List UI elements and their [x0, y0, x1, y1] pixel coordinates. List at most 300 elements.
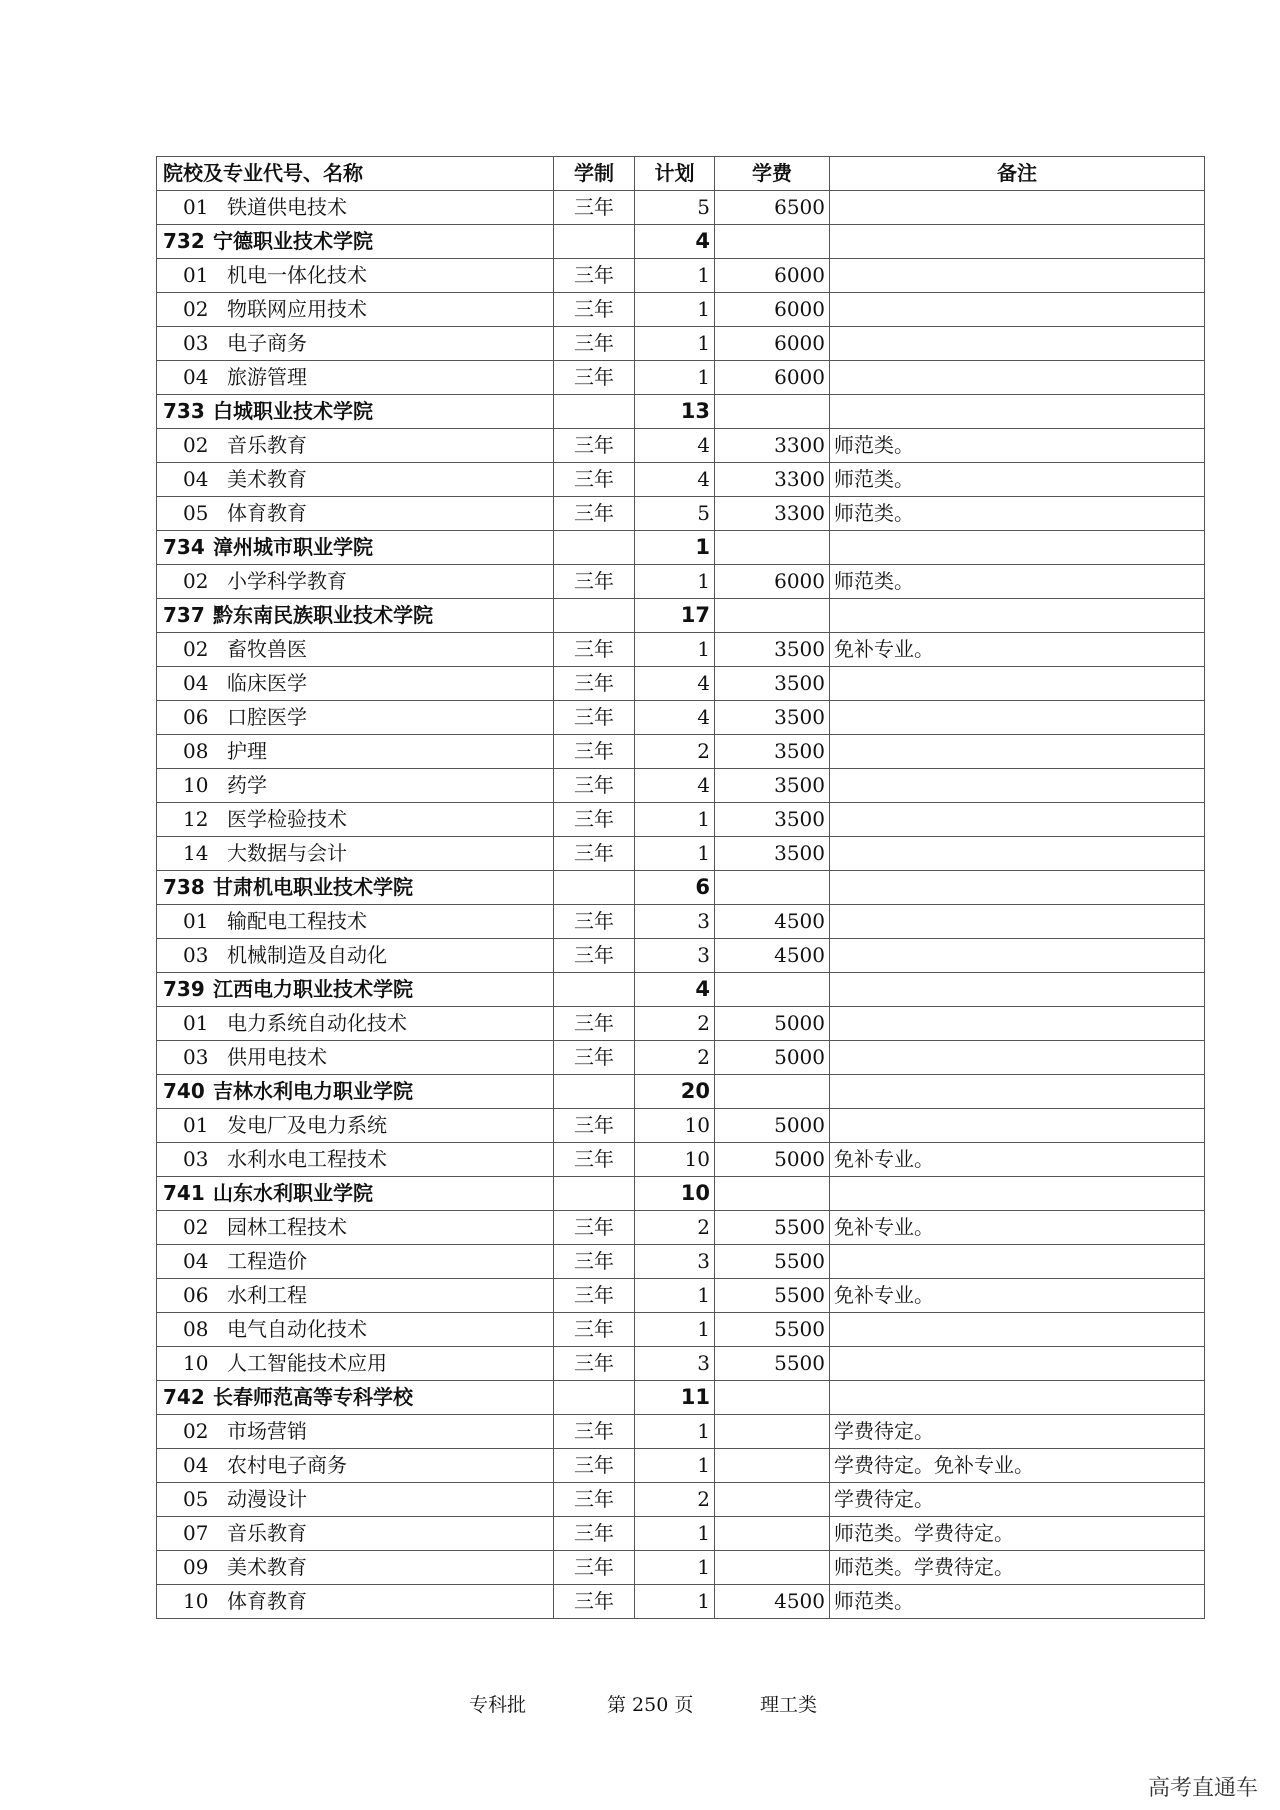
major-row: [157, 1245, 1205, 1279]
major-row: [157, 429, 1205, 463]
plan-cell: 1: [635, 1313, 715, 1347]
major-code: 04: [183, 1453, 209, 1477]
note-cell: 师范类。: [830, 463, 1205, 497]
school-code: 734: [163, 535, 205, 559]
duration-cell: 三年: [554, 1007, 635, 1041]
major-cell: [157, 293, 554, 327]
note-cell: 师范类。学费待定。: [830, 1551, 1205, 1585]
duration-cell: [554, 1381, 635, 1415]
major-row: [157, 1041, 1205, 1075]
plan-cell: 4: [635, 429, 715, 463]
table-body: [157, 191, 1205, 1619]
plan-cell: 4: [635, 701, 715, 735]
school-row: [157, 1075, 1205, 1109]
fee-cell: [715, 1517, 830, 1551]
plan-cell: 10: [635, 1109, 715, 1143]
school-name: 江西电力职业技术学院: [213, 977, 413, 1001]
major-row: [157, 837, 1205, 871]
major-cell: [157, 701, 554, 735]
plan-cell: 1: [635, 837, 715, 871]
major-name: 动漫设计: [227, 1487, 307, 1511]
school-name: 长春师范高等专科学校: [213, 1385, 413, 1409]
school-cell: [157, 871, 554, 905]
school-cell: [157, 973, 554, 1007]
duration-cell: 三年: [554, 905, 635, 939]
major-row: [157, 259, 1205, 293]
note-cell: [830, 293, 1205, 327]
major-row: [157, 701, 1205, 735]
fee-cell: 3500: [715, 837, 830, 871]
major-name: 美术教育: [227, 467, 307, 491]
major-code: 01: [183, 1011, 209, 1035]
major-cell: [157, 1585, 554, 1619]
duration-cell: 三年: [554, 1517, 635, 1551]
major-name: 市场营销: [227, 1419, 307, 1443]
school-plan-total: 1: [635, 531, 715, 565]
school-code: 738: [163, 875, 205, 899]
school-plan-total: 20: [635, 1075, 715, 1109]
major-cell: [157, 1109, 554, 1143]
duration-cell: 三年: [554, 1279, 635, 1313]
fee-cell: [715, 871, 830, 905]
major-name: 畜牧兽医: [227, 637, 307, 661]
major-cell: [157, 735, 554, 769]
major-row: [157, 1551, 1205, 1585]
major-cell: [157, 803, 554, 837]
school-code: 732: [163, 229, 205, 253]
major-row: [157, 735, 1205, 769]
major-row: [157, 633, 1205, 667]
major-row: [157, 667, 1205, 701]
plan-cell: 3: [635, 1347, 715, 1381]
major-name: 临床医学: [227, 671, 307, 695]
school-row: [157, 973, 1205, 1007]
major-row: [157, 565, 1205, 599]
duration-cell: 三年: [554, 327, 635, 361]
plan-cell: 1: [635, 633, 715, 667]
school-code: 739: [163, 977, 205, 1001]
major-code: 07: [183, 1521, 209, 1545]
note-cell: [830, 939, 1205, 973]
major-name: 供用电技术: [227, 1045, 327, 1069]
major-code: 04: [183, 671, 209, 695]
note-cell: [830, 837, 1205, 871]
note-cell: [830, 667, 1205, 701]
fee-cell: 4500: [715, 905, 830, 939]
note-cell: 学费待定。: [830, 1483, 1205, 1517]
major-code: 01: [183, 263, 209, 287]
major-cell: [157, 361, 554, 395]
major-name: 铁道供电技术: [227, 195, 347, 219]
school-row: [157, 531, 1205, 565]
fee-cell: 3500: [715, 633, 830, 667]
major-cell: [157, 259, 554, 293]
note-cell: [830, 1075, 1205, 1109]
major-row: [157, 769, 1205, 803]
major-cell: [157, 1347, 554, 1381]
fee-cell: 3300: [715, 463, 830, 497]
plan-cell: 4: [635, 769, 715, 803]
school-row: [157, 1381, 1205, 1415]
plan-cell: 2: [635, 1211, 715, 1245]
major-code: 14: [183, 841, 209, 865]
fee-cell: [715, 531, 830, 565]
school-code: 741: [163, 1181, 205, 1205]
major-code: 10: [183, 773, 209, 797]
duration-cell: 三年: [554, 463, 635, 497]
note-cell: 师范类。: [830, 565, 1205, 599]
major-code: 06: [183, 705, 209, 729]
school-code: 742: [163, 1385, 205, 1409]
duration-cell: 三年: [554, 565, 635, 599]
major-code: 03: [183, 1045, 209, 1069]
plan-cell: 4: [635, 667, 715, 701]
duration-cell: 三年: [554, 1313, 635, 1347]
fee-cell: 4500: [715, 1585, 830, 1619]
duration-cell: 三年: [554, 429, 635, 463]
major-cell: [157, 1245, 554, 1279]
note-cell: [830, 1347, 1205, 1381]
duration-cell: [554, 871, 635, 905]
school-cell: [157, 1075, 554, 1109]
duration-cell: [554, 531, 635, 565]
major-cell: [157, 1449, 554, 1483]
major-cell: [157, 1279, 554, 1313]
duration-cell: [554, 599, 635, 633]
major-name: 电子商务: [227, 331, 307, 355]
watermark: 高考直通车: [1147, 1776, 1258, 1801]
major-row: [157, 1313, 1205, 1347]
note-cell: [830, 871, 1205, 905]
duration-cell: 三年: [554, 837, 635, 871]
plan-cell: 4: [635, 463, 715, 497]
school-name: 宁德职业技术学院: [213, 229, 373, 253]
major-name: 护理: [227, 739, 267, 763]
plan-cell: 3: [635, 905, 715, 939]
school-name: 吉林水利电力职业学院: [213, 1079, 413, 1103]
plan-cell: 1: [635, 361, 715, 395]
major-name: 口腔医学: [227, 705, 307, 729]
major-name: 水利水电工程技术: [227, 1147, 387, 1171]
plan-cell: 1: [635, 1449, 715, 1483]
major-name: 大数据与会计: [227, 841, 347, 865]
major-name: 机械制造及自动化: [227, 943, 387, 967]
fee-cell: 5000: [715, 1041, 830, 1075]
plan-cell: 1: [635, 293, 715, 327]
duration-cell: 三年: [554, 633, 635, 667]
major-row: [157, 939, 1205, 973]
major-code: 03: [183, 331, 209, 355]
school-row: [157, 871, 1205, 905]
fee-cell: [715, 1415, 830, 1449]
major-name: 农村电子商务: [227, 1453, 347, 1477]
major-code: 03: [183, 1147, 209, 1171]
major-name: 机电一体化技术: [227, 263, 367, 287]
duration-cell: 三年: [554, 667, 635, 701]
major-code: 02: [183, 637, 209, 661]
major-code: 09: [183, 1555, 209, 1579]
major-code: 02: [183, 297, 209, 321]
school-plan-total: 6: [635, 871, 715, 905]
note-cell: 学费待定。免补专业。: [830, 1449, 1205, 1483]
note-cell: [830, 225, 1205, 259]
fee-cell: 3300: [715, 497, 830, 531]
duration-cell: 三年: [554, 1585, 635, 1619]
school-code: 733: [163, 399, 205, 423]
duration-cell: 三年: [554, 1143, 635, 1177]
major-cell: [157, 939, 554, 973]
duration-cell: 三年: [554, 191, 635, 225]
note-cell: [830, 1313, 1205, 1347]
major-code: 02: [183, 1419, 209, 1443]
school-plan-total: 4: [635, 225, 715, 259]
note-cell: [830, 259, 1205, 293]
school-row: [157, 1177, 1205, 1211]
fee-cell: [715, 395, 830, 429]
header-plan: 计划: [635, 157, 715, 191]
header-note: 备注: [830, 157, 1205, 191]
duration-cell: [554, 395, 635, 429]
duration-cell: 三年: [554, 735, 635, 769]
plan-cell: 2: [635, 735, 715, 769]
plan-cell: 2: [635, 1007, 715, 1041]
major-code: 02: [183, 569, 209, 593]
major-cell: [157, 1143, 554, 1177]
fee-cell: [715, 225, 830, 259]
plan-cell: 10: [635, 1143, 715, 1177]
major-row: [157, 293, 1205, 327]
school-row: [157, 599, 1205, 633]
major-row: [157, 905, 1205, 939]
major-cell: [157, 905, 554, 939]
school-cell: [157, 225, 554, 259]
note-cell: [830, 531, 1205, 565]
note-cell: [830, 973, 1205, 1007]
major-code: 06: [183, 1283, 209, 1307]
note-cell: [830, 1381, 1205, 1415]
duration-cell: 三年: [554, 259, 635, 293]
note-cell: [830, 905, 1205, 939]
major-row: [157, 361, 1205, 395]
fee-cell: 3500: [715, 735, 830, 769]
major-code: 01: [183, 195, 209, 219]
page-footer: [0, 1690, 1280, 1720]
major-row: [157, 1449, 1205, 1483]
school-row: [157, 395, 1205, 429]
plan-cell: 2: [635, 1041, 715, 1075]
fee-cell: 3500: [715, 701, 830, 735]
school-plan-total: 4: [635, 973, 715, 1007]
school-plan-total: 13: [635, 395, 715, 429]
major-name: 电力系统自动化技术: [227, 1011, 407, 1035]
major-code: 12: [183, 807, 209, 831]
fee-cell: 3500: [715, 803, 830, 837]
major-cell: [157, 1483, 554, 1517]
major-name: 工程造价: [227, 1249, 307, 1273]
note-cell: [830, 599, 1205, 633]
school-plan-total: 11: [635, 1381, 715, 1415]
major-cell: [157, 1041, 554, 1075]
major-row: [157, 1585, 1205, 1619]
major-code: 01: [183, 909, 209, 933]
major-name: 药学: [227, 773, 267, 797]
plan-cell: 5: [635, 191, 715, 225]
major-cell: [157, 429, 554, 463]
duration-cell: 三年: [554, 1347, 635, 1381]
school-name: 黔东南民族职业技术学院: [213, 603, 433, 627]
fee-cell: [715, 1449, 830, 1483]
fee-cell: 6000: [715, 259, 830, 293]
fee-cell: 3500: [715, 667, 830, 701]
major-name: 美术教育: [227, 1555, 307, 1579]
major-row: [157, 463, 1205, 497]
major-row: [157, 1007, 1205, 1041]
plan-cell: 3: [635, 939, 715, 973]
note-cell: [830, 1109, 1205, 1143]
major-row: [157, 191, 1205, 225]
school-plan-total: 10: [635, 1177, 715, 1211]
major-name: 音乐教育: [227, 1521, 307, 1545]
major-row: [157, 1143, 1205, 1177]
plan-cell: 1: [635, 259, 715, 293]
major-name: 园林工程技术: [227, 1215, 347, 1239]
fee-cell: 5500: [715, 1245, 830, 1279]
note-cell: [830, 735, 1205, 769]
major-row: [157, 1279, 1205, 1313]
note-cell: 师范类。学费待定。: [830, 1517, 1205, 1551]
fee-cell: 5000: [715, 1109, 830, 1143]
fee-cell: 3500: [715, 769, 830, 803]
fee-cell: [715, 1075, 830, 1109]
note-cell: [830, 701, 1205, 735]
fee-cell: [715, 1177, 830, 1211]
major-cell: [157, 837, 554, 871]
major-code: 02: [183, 433, 209, 457]
note-cell: 免补专业。: [830, 1279, 1205, 1313]
note-cell: [830, 1041, 1205, 1075]
major-row: [157, 1109, 1205, 1143]
school-cell: [157, 1177, 554, 1211]
school-code: 737: [163, 603, 205, 627]
note-cell: [830, 769, 1205, 803]
note-cell: 师范类。: [830, 1585, 1205, 1619]
duration-cell: 三年: [554, 939, 635, 973]
major-name: 水利工程: [227, 1283, 307, 1307]
plan-cell: 1: [635, 565, 715, 599]
duration-cell: 三年: [554, 769, 635, 803]
school-cell: [157, 395, 554, 429]
major-cell: [157, 1007, 554, 1041]
note-cell: [830, 327, 1205, 361]
duration-cell: 三年: [554, 1551, 635, 1585]
plan-cell: 3: [635, 1245, 715, 1279]
note-cell: 师范类。: [830, 497, 1205, 531]
note-cell: 师范类。: [830, 429, 1205, 463]
school-name: 白城职业技术学院: [213, 399, 373, 423]
major-name: 体育教育: [227, 1589, 307, 1613]
major-code: 01: [183, 1113, 209, 1137]
fee-cell: 3300: [715, 429, 830, 463]
fee-cell: 5000: [715, 1143, 830, 1177]
major-code: 04: [183, 467, 209, 491]
major-row: [157, 1347, 1205, 1381]
major-row: [157, 497, 1205, 531]
note-cell: 免补专业。: [830, 1143, 1205, 1177]
fee-cell: 5500: [715, 1279, 830, 1313]
note-cell: [830, 191, 1205, 225]
major-name: 体育教育: [227, 501, 307, 525]
plan-cell: 1: [635, 327, 715, 361]
school-code: 740: [163, 1079, 205, 1103]
school-name: 漳州城市职业学院: [213, 535, 373, 559]
school-cell: [157, 1381, 554, 1415]
note-cell: 免补专业。: [830, 1211, 1205, 1245]
duration-cell: 三年: [554, 1211, 635, 1245]
fee-cell: 5500: [715, 1313, 830, 1347]
major-cell: [157, 633, 554, 667]
duration-cell: 三年: [554, 701, 635, 735]
fee-cell: [715, 1551, 830, 1585]
duration-cell: 三年: [554, 1449, 635, 1483]
major-code: 04: [183, 1249, 209, 1273]
major-row: [157, 1483, 1205, 1517]
major-name: 旅游管理: [227, 365, 307, 389]
major-cell: [157, 1517, 554, 1551]
major-cell: [157, 667, 554, 701]
major-code: 05: [183, 501, 209, 525]
fee-cell: [715, 1381, 830, 1415]
major-code: 03: [183, 943, 209, 967]
major-name: 发电厂及电力系统: [227, 1113, 387, 1137]
major-cell: [157, 1313, 554, 1347]
plan-cell: 1: [635, 1585, 715, 1619]
fee-cell: [715, 973, 830, 1007]
duration-cell: [554, 1075, 635, 1109]
major-cell: [157, 565, 554, 599]
major-cell: [157, 769, 554, 803]
major-code: 02: [183, 1215, 209, 1239]
note-cell: 免补专业。: [830, 633, 1205, 667]
major-row: [157, 1415, 1205, 1449]
major-cell: [157, 1551, 554, 1585]
header-duration: 学制: [554, 157, 635, 191]
duration-cell: 三年: [554, 1245, 635, 1279]
plan-cell: 1: [635, 1517, 715, 1551]
duration-cell: 三年: [554, 1483, 635, 1517]
major-code: 10: [183, 1351, 209, 1375]
major-cell: [157, 497, 554, 531]
note-cell: [830, 1007, 1205, 1041]
major-cell: [157, 463, 554, 497]
admission-plan-table: [156, 156, 1205, 1619]
major-cell: [157, 191, 554, 225]
plan-cell: 2: [635, 1483, 715, 1517]
note-cell: 学费待定。: [830, 1415, 1205, 1449]
major-code: 10: [183, 1589, 209, 1613]
major-name: 医学检验技术: [227, 807, 347, 831]
fee-cell: 5500: [715, 1347, 830, 1381]
major-row: [157, 327, 1205, 361]
fee-cell: 6000: [715, 327, 830, 361]
major-name: 人工智能技术应用: [227, 1351, 387, 1375]
fee-cell: 6000: [715, 565, 830, 599]
footer-category: 理工类: [760, 1694, 818, 1716]
plan-cell: 1: [635, 1551, 715, 1585]
major-name: 物联网应用技术: [227, 297, 367, 321]
school-cell: [157, 599, 554, 633]
major-code: 05: [183, 1487, 209, 1511]
school-row: [157, 225, 1205, 259]
